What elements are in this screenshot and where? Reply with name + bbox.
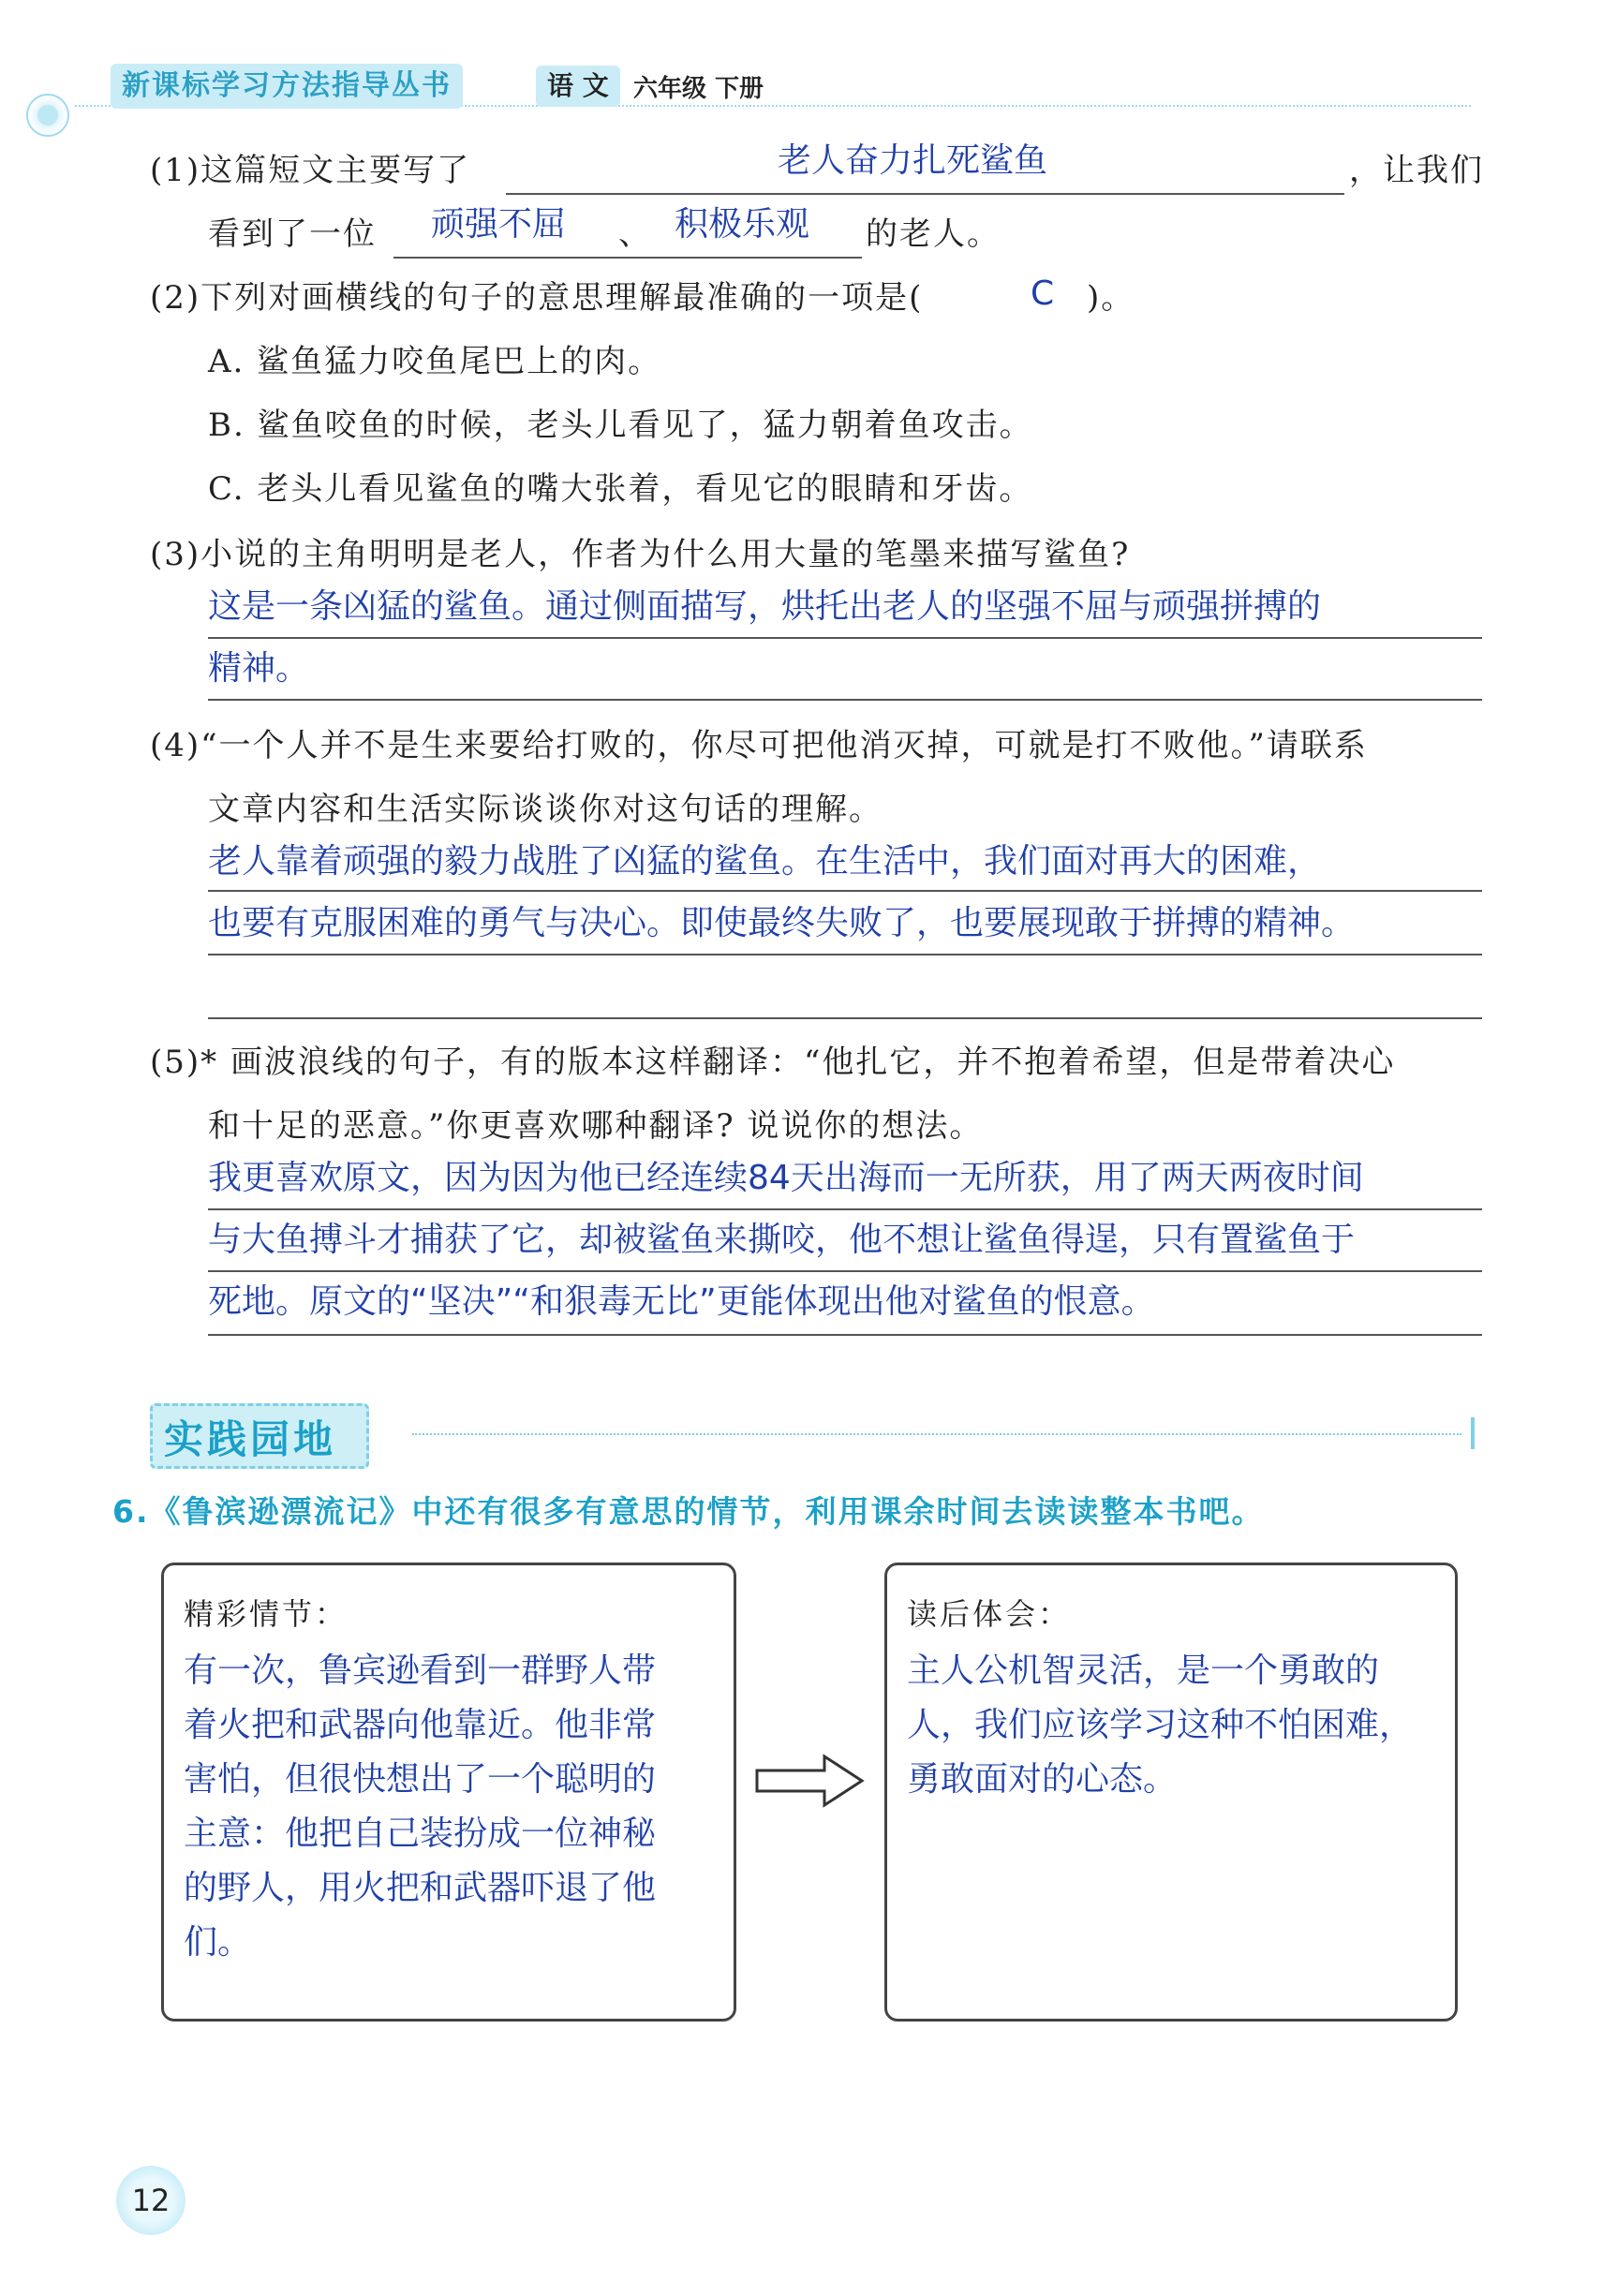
q2-option-a: A. 鲨鱼猛力咬鱼尾巴上的肉。 (208, 343, 662, 380)
q6-stem: 6.《鲁滨逊漂流记》中还有很多有意思的情节，利用课余时间去读读整本书吧。 (112, 1493, 1265, 1530)
q4-stem-line2: 文章内容和生活实际谈谈你对这句话的理解。 (208, 791, 883, 828)
q4-rule-1 (208, 890, 1482, 892)
reflection-line: 人，我们应该学习这种不怕困难， (907, 1706, 1414, 1744)
q1-line2-suffix: 的老人。 (866, 215, 1001, 253)
q1-answer-b: 积极乐观 (675, 205, 810, 244)
q4-rule-3 (208, 1017, 1482, 1019)
q5-answer-line1: 我更喜欢原文，因为因为他已经连续84天出海而一无所获，用了两天两夜时间 (208, 1159, 1364, 1197)
q3-rule-2 (208, 699, 1482, 701)
grade-label: 六年级 下册 (633, 75, 764, 103)
q1-blank-2 (393, 257, 862, 259)
q5-stem-line1: (5)* 画波浪线的句子，有的版本这样翻译：“他扎它，并不抱着希望，但是带着决心 (150, 1044, 1396, 1081)
page-number: 12 (116, 2166, 185, 2235)
q3-stem: (3)小说的主角明明是老人，作者为什么用大量的笔墨来描写鲨鱼? (150, 536, 1131, 573)
q1-line2-prefix: 看到了一位 (208, 215, 377, 253)
plot-line: 们。 (184, 1923, 252, 1962)
reflection-box-text (907, 1644, 1413, 1807)
reflection-line: 勇敢面对的心态。 (907, 1760, 1178, 1799)
q5-answer-line2: 与大鱼搏斗才捕获了它，却被鲨鱼来撕咬，他不想让鲨鱼得逞，只有置鲨鱼于 (208, 1221, 1356, 1259)
plot-line: 有一次，鲁宾逊看到一群野人带 (184, 1652, 657, 1690)
right-arrow-icon (755, 1754, 866, 1808)
plot-line: 害怕，但很快想出了一个聪明的 (184, 1760, 657, 1799)
q1-blank-1 (506, 193, 1344, 195)
q1-answer-a: 顽强不屈 (431, 205, 567, 244)
q4-rule-2 (208, 954, 1482, 955)
reflection-box-label: 读后体会： (907, 1596, 1072, 1632)
plot-line: 着火把和武器向他靠近。他非常 (184, 1706, 657, 1744)
plot-box-label: 精彩情节： (184, 1596, 349, 1632)
q5-rule-2 (208, 1270, 1482, 1272)
q4-answer-line2: 也要有克服困难的勇气与决心。即使最终失败了，也要展现敢于拼搏的精神。 (208, 904, 1356, 942)
q2-option-b: B. 鲨鱼咬鱼的时候，老头儿看见了，猛力朝着鱼攻击。 (208, 407, 1033, 444)
subject-label: 语 文 (536, 66, 620, 107)
q4-answer-line1: 老人靠着顽强的毅力战胜了凶猛的鲨鱼。在生活中，我们面对再大的困难， (208, 842, 1322, 881)
reflection-line: 主人公机智灵活，是一个勇敢的 (907, 1652, 1380, 1690)
q3-rule-1 (208, 637, 1482, 639)
series-title: 新课标学习方法指导丛书 (111, 64, 463, 109)
q5-rule-1 (208, 1208, 1482, 1210)
q4-stem-line1: (4)“一个人并不是生来要给打败的，你尽可把他消灭掉，可就是打不败他。”请联系 (150, 727, 1368, 764)
section-title: 实践园地 (164, 1416, 337, 1462)
q2-stem-prefix: (2)下列对画横线的句子的意思理解最准确的一项是( (150, 279, 924, 317)
section-end-bar (1471, 1417, 1475, 1449)
section-divider (412, 1433, 1461, 1435)
q5-rule-3 (208, 1334, 1482, 1336)
q1-separator: 、 (618, 215, 652, 253)
q5-answer-line3: 死地。原文的“坚决”“和狠毒无比”更能体现出他对鲨鱼的恨意。 (208, 1282, 1155, 1321)
header-circle-icon (26, 94, 69, 137)
q2-option-c: C. 老头儿看见鲨鱼的嘴大张着，看见它的眼睛和牙齿。 (208, 470, 1033, 508)
plot-box-text (184, 1644, 656, 1970)
q1-line1-suffix: ，让我们 (1349, 152, 1484, 189)
q2-stem-suffix: )。 (1087, 279, 1135, 317)
plot-line: 主意：他把自己装扮成一位神秘 (184, 1815, 657, 1853)
q3-answer-line2: 精神。 (208, 649, 310, 688)
plot-line: 的野人，用火把和武器吓退了他 (184, 1869, 657, 1907)
q5-stem-line2: 和十足的恶意。”你更喜欢哪种翻译? 说说你的想法。 (208, 1107, 984, 1145)
q2-answer: C (1031, 274, 1055, 313)
q1-answer-1: 老人奋力扎死鲨鱼 (778, 141, 1048, 180)
q3-answer-line1: 这是一条凶猛的鲨鱼。通过侧面描写，烘托出老人的坚强不屈与顽强拼搏的 (208, 587, 1322, 626)
q1-line1-prefix: (1)这篇短文主要写了 (150, 152, 471, 189)
